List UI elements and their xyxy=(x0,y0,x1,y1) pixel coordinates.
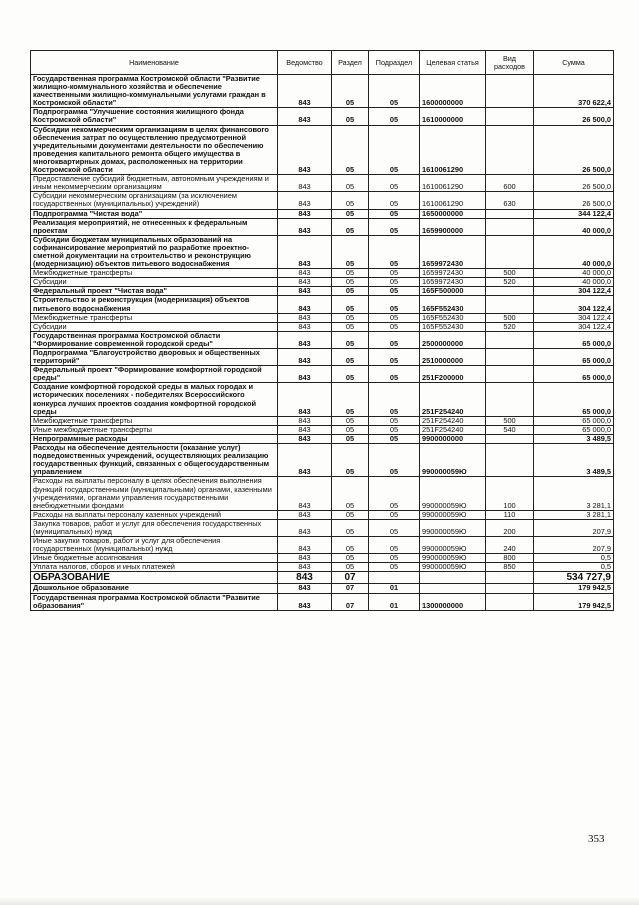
header-name: Наименование xyxy=(31,51,278,75)
cell-expense xyxy=(486,584,534,593)
cell-section: 05 xyxy=(332,519,369,536)
cell-target: 1610061290 xyxy=(420,192,486,209)
table-row xyxy=(31,125,614,175)
cell-dept: 843 xyxy=(278,510,332,519)
cell-name: Дошкольное образование xyxy=(31,584,278,593)
cell-expense xyxy=(486,209,534,218)
cell-expense: 630 xyxy=(486,192,534,209)
document-page xyxy=(30,50,613,611)
cell-subsection: 05 xyxy=(369,383,420,416)
cell-subsection: 05 xyxy=(369,175,420,192)
cell-dept: 843 xyxy=(278,313,332,322)
cell-section: 05 xyxy=(332,416,369,425)
cell-expense: 110 xyxy=(486,510,534,519)
cell-subsection: 05 xyxy=(369,416,420,425)
cell-subsection: 05 xyxy=(369,425,420,434)
cell-name: Уплата налогов, сборов и иных платежей xyxy=(31,563,278,572)
cell-amount: 40 000,0 xyxy=(534,235,614,268)
cell-subsection: 05 xyxy=(369,519,420,536)
table-row xyxy=(31,563,614,572)
cell-target: 251F254240 xyxy=(420,383,486,416)
cell-dept: 843 xyxy=(278,477,332,510)
table-row xyxy=(31,593,614,610)
table-row xyxy=(31,434,614,443)
cell-subsection: 05 xyxy=(369,209,420,218)
cell-target: 990000059Ю xyxy=(420,510,486,519)
cell-subsection: 05 xyxy=(369,287,420,296)
cell-subsection: 05 xyxy=(369,269,420,278)
cell-target: 165F500000 xyxy=(420,287,486,296)
cell-expense: 600 xyxy=(486,175,534,192)
cell-amount: 179 942,5 xyxy=(534,584,614,593)
cell-section: 05 xyxy=(332,322,369,331)
table-row xyxy=(31,209,614,218)
cell-section: 05 xyxy=(332,349,369,366)
cell-target: 1659972430 xyxy=(420,235,486,268)
table-row xyxy=(31,425,614,434)
cell-section: 07 xyxy=(332,572,369,584)
header-subsection: Подраздел xyxy=(369,51,420,75)
cell-amount: 3 489,5 xyxy=(534,434,614,443)
cell-target: 1610061290 xyxy=(420,125,486,175)
cell-name: Межбюджетные трансферты xyxy=(31,313,278,322)
cell-amount: 40 000,0 xyxy=(534,269,614,278)
table-row xyxy=(31,584,614,593)
cell-target: 990000059Ю xyxy=(420,477,486,510)
cell-amount: 304 122,4 xyxy=(534,296,614,313)
table-row xyxy=(31,313,614,322)
header-dept: Ведомство xyxy=(278,51,332,75)
cell-name: Субсидии некоммерческим организациям (за исключением государственных (муниципальных) учреждений) xyxy=(31,192,278,209)
table-row xyxy=(31,572,614,584)
cell-name: Закупка товаров, работ и услуг для обеспечения государственных (муниципальных) нужд xyxy=(31,519,278,536)
cell-target xyxy=(420,584,486,593)
cell-expense: 520 xyxy=(486,322,534,331)
table-row xyxy=(31,383,614,416)
cell-section: 05 xyxy=(332,477,369,510)
cell-amount: 26 500,0 xyxy=(534,192,614,209)
cell-target: 2510000000 xyxy=(420,349,486,366)
cell-amount: 0,5 xyxy=(534,563,614,572)
cell-subsection: 05 xyxy=(369,563,420,572)
cell-section: 05 xyxy=(332,563,369,572)
cell-expense xyxy=(486,366,534,383)
cell-name: Субсидии бюджетам муниципальных образований на софинансирование мероприятий по разработке проектно-сметной документации на строительство и реконструкцию (модернизацию) объектов питьевого водоснабжения xyxy=(31,235,278,268)
cell-expense: 240 xyxy=(486,537,534,554)
cell-amount: 65 000,0 xyxy=(534,425,614,434)
cell-subsection xyxy=(369,572,420,584)
cell-expense: 100 xyxy=(486,477,534,510)
cell-expense xyxy=(486,383,534,416)
table-row xyxy=(31,537,614,554)
cell-name: Реализация мероприятий, не отнесенных к федеральным проектам xyxy=(31,218,278,235)
cell-expense xyxy=(486,235,534,268)
cell-amount: 304 122,4 xyxy=(534,287,614,296)
cell-name: Федеральный проект "Формирование комфортной городской среды" xyxy=(31,366,278,383)
cell-dept: 843 xyxy=(278,218,332,235)
cell-amount: 534 727,9 xyxy=(534,572,614,584)
cell-expense xyxy=(486,349,534,366)
table-row xyxy=(31,278,614,287)
cell-dept: 843 xyxy=(278,563,332,572)
cell-dept: 843 xyxy=(278,175,332,192)
cell-subsection: 05 xyxy=(369,444,420,477)
cell-target: 251F254240 xyxy=(420,425,486,434)
cell-subsection: 05 xyxy=(369,278,420,287)
cell-amount: 26 500,0 xyxy=(534,108,614,125)
cell-amount: 207,9 xyxy=(534,537,614,554)
cell-section: 07 xyxy=(332,584,369,593)
cell-expense xyxy=(486,444,534,477)
cell-subsection: 05 xyxy=(369,537,420,554)
cell-dept: 843 xyxy=(278,537,332,554)
table-row xyxy=(31,366,614,383)
cell-dept: 843 xyxy=(278,235,332,268)
cell-dept: 843 xyxy=(278,349,332,366)
cell-section: 05 xyxy=(332,366,369,383)
cell-subsection: 05 xyxy=(369,434,420,443)
cell-section: 05 xyxy=(332,537,369,554)
cell-amount: 179 942,5 xyxy=(534,593,614,610)
cell-expense: 540 xyxy=(486,425,534,434)
cell-dept: 843 xyxy=(278,269,332,278)
cell-dept: 843 xyxy=(278,125,332,175)
cell-expense xyxy=(486,75,534,108)
cell-dept: 843 xyxy=(278,209,332,218)
cell-target: 1610061290 xyxy=(420,175,486,192)
table-row xyxy=(31,444,614,477)
cell-dept: 843 xyxy=(278,425,332,434)
cell-name: Расходы на выплаты персоналу в целях обеспечения выполнения функций государственными (муниципальными) органами, казенными учреждениями, органами управления государственными внебюджетными фондами xyxy=(31,477,278,510)
cell-expense xyxy=(486,331,534,348)
cell-expense xyxy=(486,108,534,125)
cell-target: 1650000000 xyxy=(420,209,486,218)
table-row xyxy=(31,75,614,108)
cell-name: Иные бюджетные ассигнования xyxy=(31,554,278,563)
cell-name: Подпрограмма "Улучшение состояния жилищного фонда Костромской области" xyxy=(31,108,278,125)
cell-subsection: 01 xyxy=(369,584,420,593)
cell-dept: 843 xyxy=(278,593,332,610)
cell-subsection: 05 xyxy=(369,554,420,563)
cell-dept: 843 xyxy=(278,287,332,296)
cell-subsection: 05 xyxy=(369,313,420,322)
budget-table xyxy=(30,50,614,611)
cell-expense: 800 xyxy=(486,554,534,563)
cell-amount: 207,9 xyxy=(534,519,614,536)
cell-name: Подпрограмма "Чистая вода" xyxy=(31,209,278,218)
cell-name: Непрограммные расходы xyxy=(31,434,278,443)
cell-target: 165F552430 xyxy=(420,322,486,331)
cell-section: 05 xyxy=(332,434,369,443)
cell-target: 1300000000 xyxy=(420,593,486,610)
cell-section: 05 xyxy=(332,269,369,278)
cell-name: Государственная программа Костромской области "Развитие образования" xyxy=(31,593,278,610)
cell-dept: 843 xyxy=(278,572,332,584)
table-row xyxy=(31,235,614,268)
cell-name: ОБРАЗОВАНИЕ xyxy=(31,572,278,584)
cell-expense: 200 xyxy=(486,519,534,536)
cell-section: 05 xyxy=(332,296,369,313)
cell-section: 05 xyxy=(332,278,369,287)
cell-amount: 65 000,0 xyxy=(534,383,614,416)
cell-section: 05 xyxy=(332,287,369,296)
table-row xyxy=(31,192,614,209)
cell-expense xyxy=(486,593,534,610)
cell-target: 990000059Ю xyxy=(420,519,486,536)
table-row xyxy=(31,519,614,536)
table-row xyxy=(31,331,614,348)
header-section: Раздел xyxy=(332,51,369,75)
cell-name: Предоставление субсидий бюджетным, автономным учреждениям и иным некоммерческим организациям xyxy=(31,175,278,192)
cell-amount: 344 122,4 xyxy=(534,209,614,218)
table-row xyxy=(31,322,614,331)
scan-edge xyxy=(0,897,639,905)
cell-section: 05 xyxy=(332,383,369,416)
cell-subsection: 05 xyxy=(369,510,420,519)
cell-name: Межбюджетные трансферты xyxy=(31,416,278,425)
cell-target: 2500000000 xyxy=(420,331,486,348)
cell-target: 9900000000 xyxy=(420,434,486,443)
cell-amount: 0,5 xyxy=(534,554,614,563)
cell-subsection: 05 xyxy=(369,477,420,510)
cell-section: 05 xyxy=(332,75,369,108)
cell-subsection: 05 xyxy=(369,235,420,268)
cell-expense: 520 xyxy=(486,278,534,287)
cell-section: 05 xyxy=(332,175,369,192)
cell-dept: 843 xyxy=(278,278,332,287)
header-amount: Сумма xyxy=(534,51,614,75)
cell-subsection: 05 xyxy=(369,366,420,383)
page-number: 353 xyxy=(588,833,605,845)
cell-section: 05 xyxy=(332,510,369,519)
cell-amount: 3 489,5 xyxy=(534,444,614,477)
cell-name: Федеральный проект "Чистая вода" xyxy=(31,287,278,296)
cell-subsection: 05 xyxy=(369,192,420,209)
cell-dept: 843 xyxy=(278,554,332,563)
cell-target: 990000059Ю xyxy=(420,537,486,554)
table-row xyxy=(31,554,614,563)
cell-dept: 843 xyxy=(278,434,332,443)
cell-expense xyxy=(486,125,534,175)
table-row xyxy=(31,416,614,425)
cell-target: 251F200000 xyxy=(420,366,486,383)
cell-section: 05 xyxy=(332,218,369,235)
cell-dept: 843 xyxy=(278,519,332,536)
cell-amount: 40 000,0 xyxy=(534,218,614,235)
table-row xyxy=(31,296,614,313)
cell-section: 05 xyxy=(332,444,369,477)
cell-section: 05 xyxy=(332,209,369,218)
cell-section: 05 xyxy=(332,192,369,209)
cell-target: 251F254240 xyxy=(420,416,486,425)
table-header-row xyxy=(31,51,614,75)
cell-expense: 500 xyxy=(486,313,534,322)
table-row xyxy=(31,510,614,519)
cell-dept: 843 xyxy=(278,416,332,425)
cell-target: 1659972430 xyxy=(420,269,486,278)
cell-section: 05 xyxy=(332,554,369,563)
cell-target xyxy=(420,572,486,584)
cell-amount: 3 281,1 xyxy=(534,510,614,519)
table-row xyxy=(31,269,614,278)
cell-expense: 500 xyxy=(486,416,534,425)
cell-amount: 26 500,0 xyxy=(534,125,614,175)
header-target: Целевая статья xyxy=(420,51,486,75)
cell-target: 990000059Ю xyxy=(420,444,486,477)
cell-dept: 843 xyxy=(278,383,332,416)
cell-target: 990000059Ю xyxy=(420,554,486,563)
cell-name: Расходы на обеспечение деятельности (оказание услуг) подведомственных учреждений, осуществляющих реализацию государственных функций, связанных с общегосударственным управлением xyxy=(31,444,278,477)
cell-amount: 40 000,0 xyxy=(534,278,614,287)
cell-section: 05 xyxy=(332,331,369,348)
cell-name: Строительство и реконструкция (модернизация) объектов питьевого водоснабжения xyxy=(31,296,278,313)
cell-target: 165F552430 xyxy=(420,296,486,313)
cell-dept: 843 xyxy=(278,584,332,593)
cell-amount: 304 122,4 xyxy=(534,313,614,322)
cell-dept: 843 xyxy=(278,192,332,209)
cell-name: Создание комфортной городской среды в малых городах и исторических поселениях - победителях Всероссийского конкурса лучших проектов создания комфортной городской среды xyxy=(31,383,278,416)
cell-subsection: 05 xyxy=(369,108,420,125)
header-expense: Вид расходов xyxy=(486,51,534,75)
cell-dept: 843 xyxy=(278,366,332,383)
cell-name: Субсидии xyxy=(31,322,278,331)
cell-amount: 65 000,0 xyxy=(534,416,614,425)
cell-amount: 65 000,0 xyxy=(534,349,614,366)
cell-dept: 843 xyxy=(278,75,332,108)
cell-subsection: 05 xyxy=(369,296,420,313)
cell-name: Субсидии некоммерческим организациям в целях финансового обеспечения затрат по осуществлению предусмотренной учредительными документами деятельности по обеспечению проведения капитального ремонта общего имущества в многоквартирных домах, расположенных на территории Костромской области xyxy=(31,125,278,175)
cell-name: Подпрограмма "Благоустройство дворовых и общественных территорий" xyxy=(31,349,278,366)
table-row xyxy=(31,175,614,192)
cell-target: 1600000000 xyxy=(420,75,486,108)
cell-subsection: 05 xyxy=(369,322,420,331)
cell-subsection: 05 xyxy=(369,125,420,175)
cell-target: 990000059Ю xyxy=(420,563,486,572)
cell-amount: 26 500,0 xyxy=(534,175,614,192)
cell-name: Иные закупки товаров, работ и услуг для обеспечения государственных (муниципальных) нужд xyxy=(31,537,278,554)
cell-dept: 843 xyxy=(278,296,332,313)
table-row xyxy=(31,287,614,296)
cell-expense xyxy=(486,434,534,443)
cell-subsection: 05 xyxy=(369,75,420,108)
table-row xyxy=(31,477,614,510)
cell-name: Субсидии xyxy=(31,278,278,287)
cell-target: 1659972430 xyxy=(420,278,486,287)
cell-expense: 500 xyxy=(486,269,534,278)
cell-subsection: 05 xyxy=(369,218,420,235)
cell-name: Иные межбюджетные трансферты xyxy=(31,425,278,434)
cell-name: Государственная программа Костромской области "Развитие жилищно-коммунального хозяйства и обеспечение качественными жилищно-коммунальными услугами граждан в Костромской области" xyxy=(31,75,278,108)
cell-dept: 843 xyxy=(278,331,332,348)
cell-expense xyxy=(486,218,534,235)
cell-section: 05 xyxy=(332,313,369,322)
cell-expense: 850 xyxy=(486,563,534,572)
cell-amount: 3 281,1 xyxy=(534,477,614,510)
cell-section: 07 xyxy=(332,593,369,610)
cell-amount: 65 000,0 xyxy=(534,366,614,383)
cell-name: Государственная программа Костромской области "Формирование современной городской среды" xyxy=(31,331,278,348)
cell-expense xyxy=(486,287,534,296)
cell-target: 1659900000 xyxy=(420,218,486,235)
table-row xyxy=(31,218,614,235)
cell-section: 05 xyxy=(332,425,369,434)
cell-subsection: 01 xyxy=(369,593,420,610)
cell-amount: 304 122,4 xyxy=(534,322,614,331)
cell-name: Межбюджетные трансферты xyxy=(31,269,278,278)
cell-expense xyxy=(486,572,534,584)
cell-dept: 843 xyxy=(278,108,332,125)
cell-amount: 65 000,0 xyxy=(534,331,614,348)
cell-subsection: 05 xyxy=(369,349,420,366)
cell-expense xyxy=(486,296,534,313)
cell-subsection: 05 xyxy=(369,331,420,348)
cell-section: 05 xyxy=(332,108,369,125)
cell-dept: 843 xyxy=(278,322,332,331)
table-row xyxy=(31,108,614,125)
cell-dept: 843 xyxy=(278,444,332,477)
cell-target: 1610000000 xyxy=(420,108,486,125)
cell-section: 05 xyxy=(332,125,369,175)
table-row xyxy=(31,349,614,366)
cell-name: Расходы на выплаты персоналу казенных учреждений xyxy=(31,510,278,519)
cell-section: 05 xyxy=(332,235,369,268)
cell-amount: 370 622,4 xyxy=(534,75,614,108)
cell-target: 165F552430 xyxy=(420,313,486,322)
